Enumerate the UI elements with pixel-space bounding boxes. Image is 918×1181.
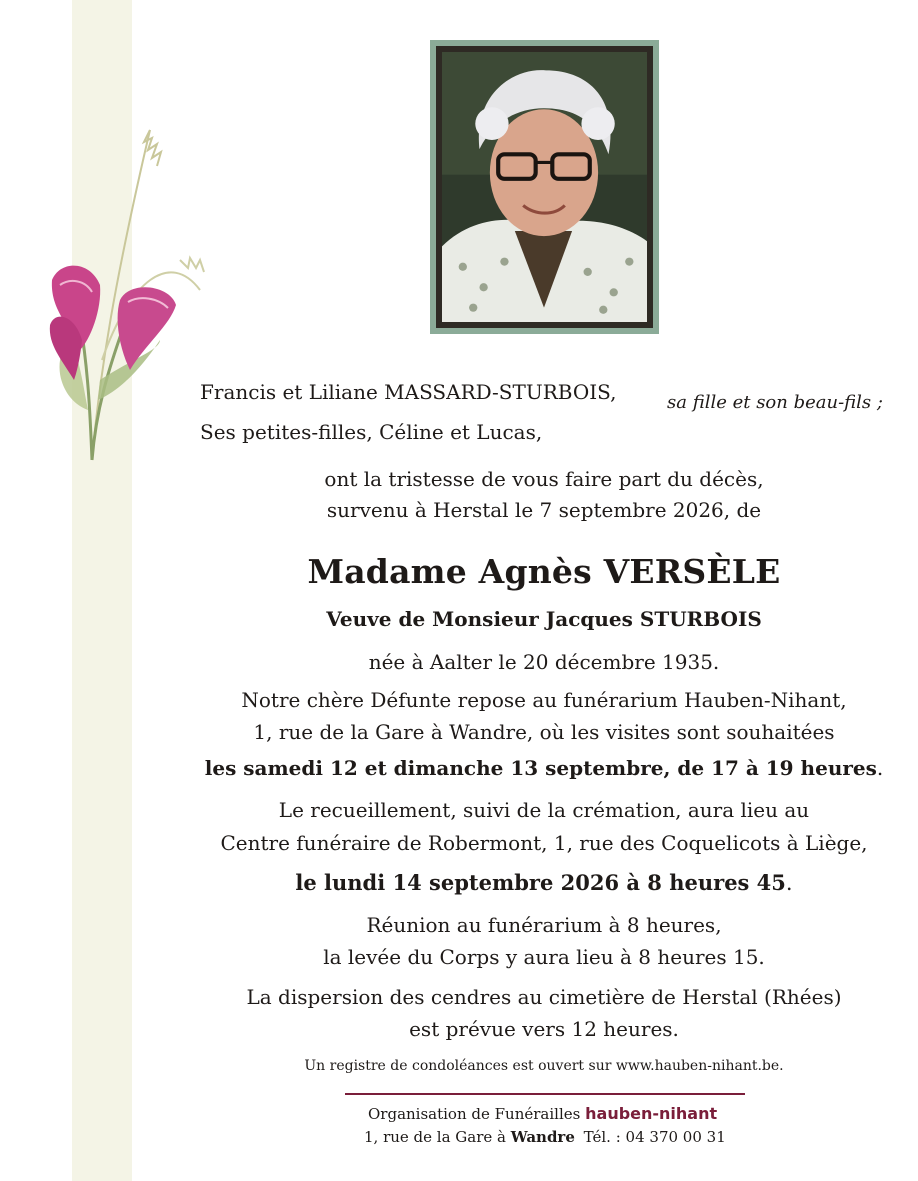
birth-info: née à Aalter le 20 décembre 1935. [368, 650, 720, 674]
footer-address-town: Wandre [510, 1128, 575, 1146]
footer-address [364, 1127, 726, 1147]
family-line-1: Francis et Liliane MASSARD-STURBOIS, [200, 380, 617, 404]
dispersion-line-2: est prévue vers 12 heures. [409, 1017, 679, 1041]
portrait-frame [430, 40, 659, 334]
ceremony-date [170, 871, 918, 895]
footer-phone: Tél. : 04 370 00 31 [583, 1128, 726, 1146]
dispersion-line-1: La dispersion des cendres au cimetière de Herstal (Rhées) [246, 985, 842, 1009]
widow-of: Veuve de Monsieur Jacques STURBOIS [326, 607, 762, 631]
family-relation-note: sa fille et son beau-fils ; [667, 392, 883, 413]
ceremony-line-2 [170, 831, 918, 855]
meeting-line-2: la levée du Corps y aura lieu à 8 heures 15. [323, 945, 765, 969]
portrait-photo [442, 52, 647, 322]
brand-logo: hauben-nihant [585, 1104, 718, 1123]
footer-organisation [368, 1104, 717, 1124]
ceremony-line-1: Le recueillement, suivi de la crémation, aura lieu au [278, 798, 810, 822]
ceremony-date-end: . [785, 871, 793, 895]
ceremony-date-text: le lundi 14 septembre 2026 à 8 heures 45 [295, 870, 786, 895]
footer-org-label: Organisation de Funérailles [368, 1105, 581, 1123]
deceased-name: Madame Agnès VERSÈLE [307, 552, 781, 591]
visitation-line-1: Notre chère Défunte repose au funérarium Hauben-Nihant, [241, 688, 847, 712]
footer-divider [345, 1093, 745, 1095]
ceremony-line-2-text: Centre funéraire de Robermont, 1, rue des Coquelicots à Liège [220, 831, 862, 855]
visitation-dates-end: . [876, 756, 884, 780]
visitation-line-2: 1, rue de la Gare à Wandre, où les visites sont souhaitées [253, 720, 835, 744]
announcement-line-1: ont la tristesse de vous faire part du décès, [324, 467, 764, 491]
family-line-2: Ses petites-filles, Céline et Lucas, [200, 420, 543, 444]
condolence-registry-note: Un registre de condoléances est ouvert sur www.hauben-nihant.be. [304, 1058, 784, 1074]
announcement-line-2: survenu à Herstal le 7 septembre 2026, de [326, 498, 762, 522]
meeting-line-1: Réunion au funérarium à 8 heures, [366, 913, 722, 937]
footer-address-prefix: 1, rue de la Gare à [364, 1128, 506, 1146]
visitation-dates-text: les samedi 12 et dimanche 13 septembre, de 17 à 19 heures [204, 756, 877, 780]
calla-lily-illustration [30, 110, 220, 470]
ceremony-line-2-end: , [861, 831, 868, 855]
visitation-dates [170, 756, 918, 780]
